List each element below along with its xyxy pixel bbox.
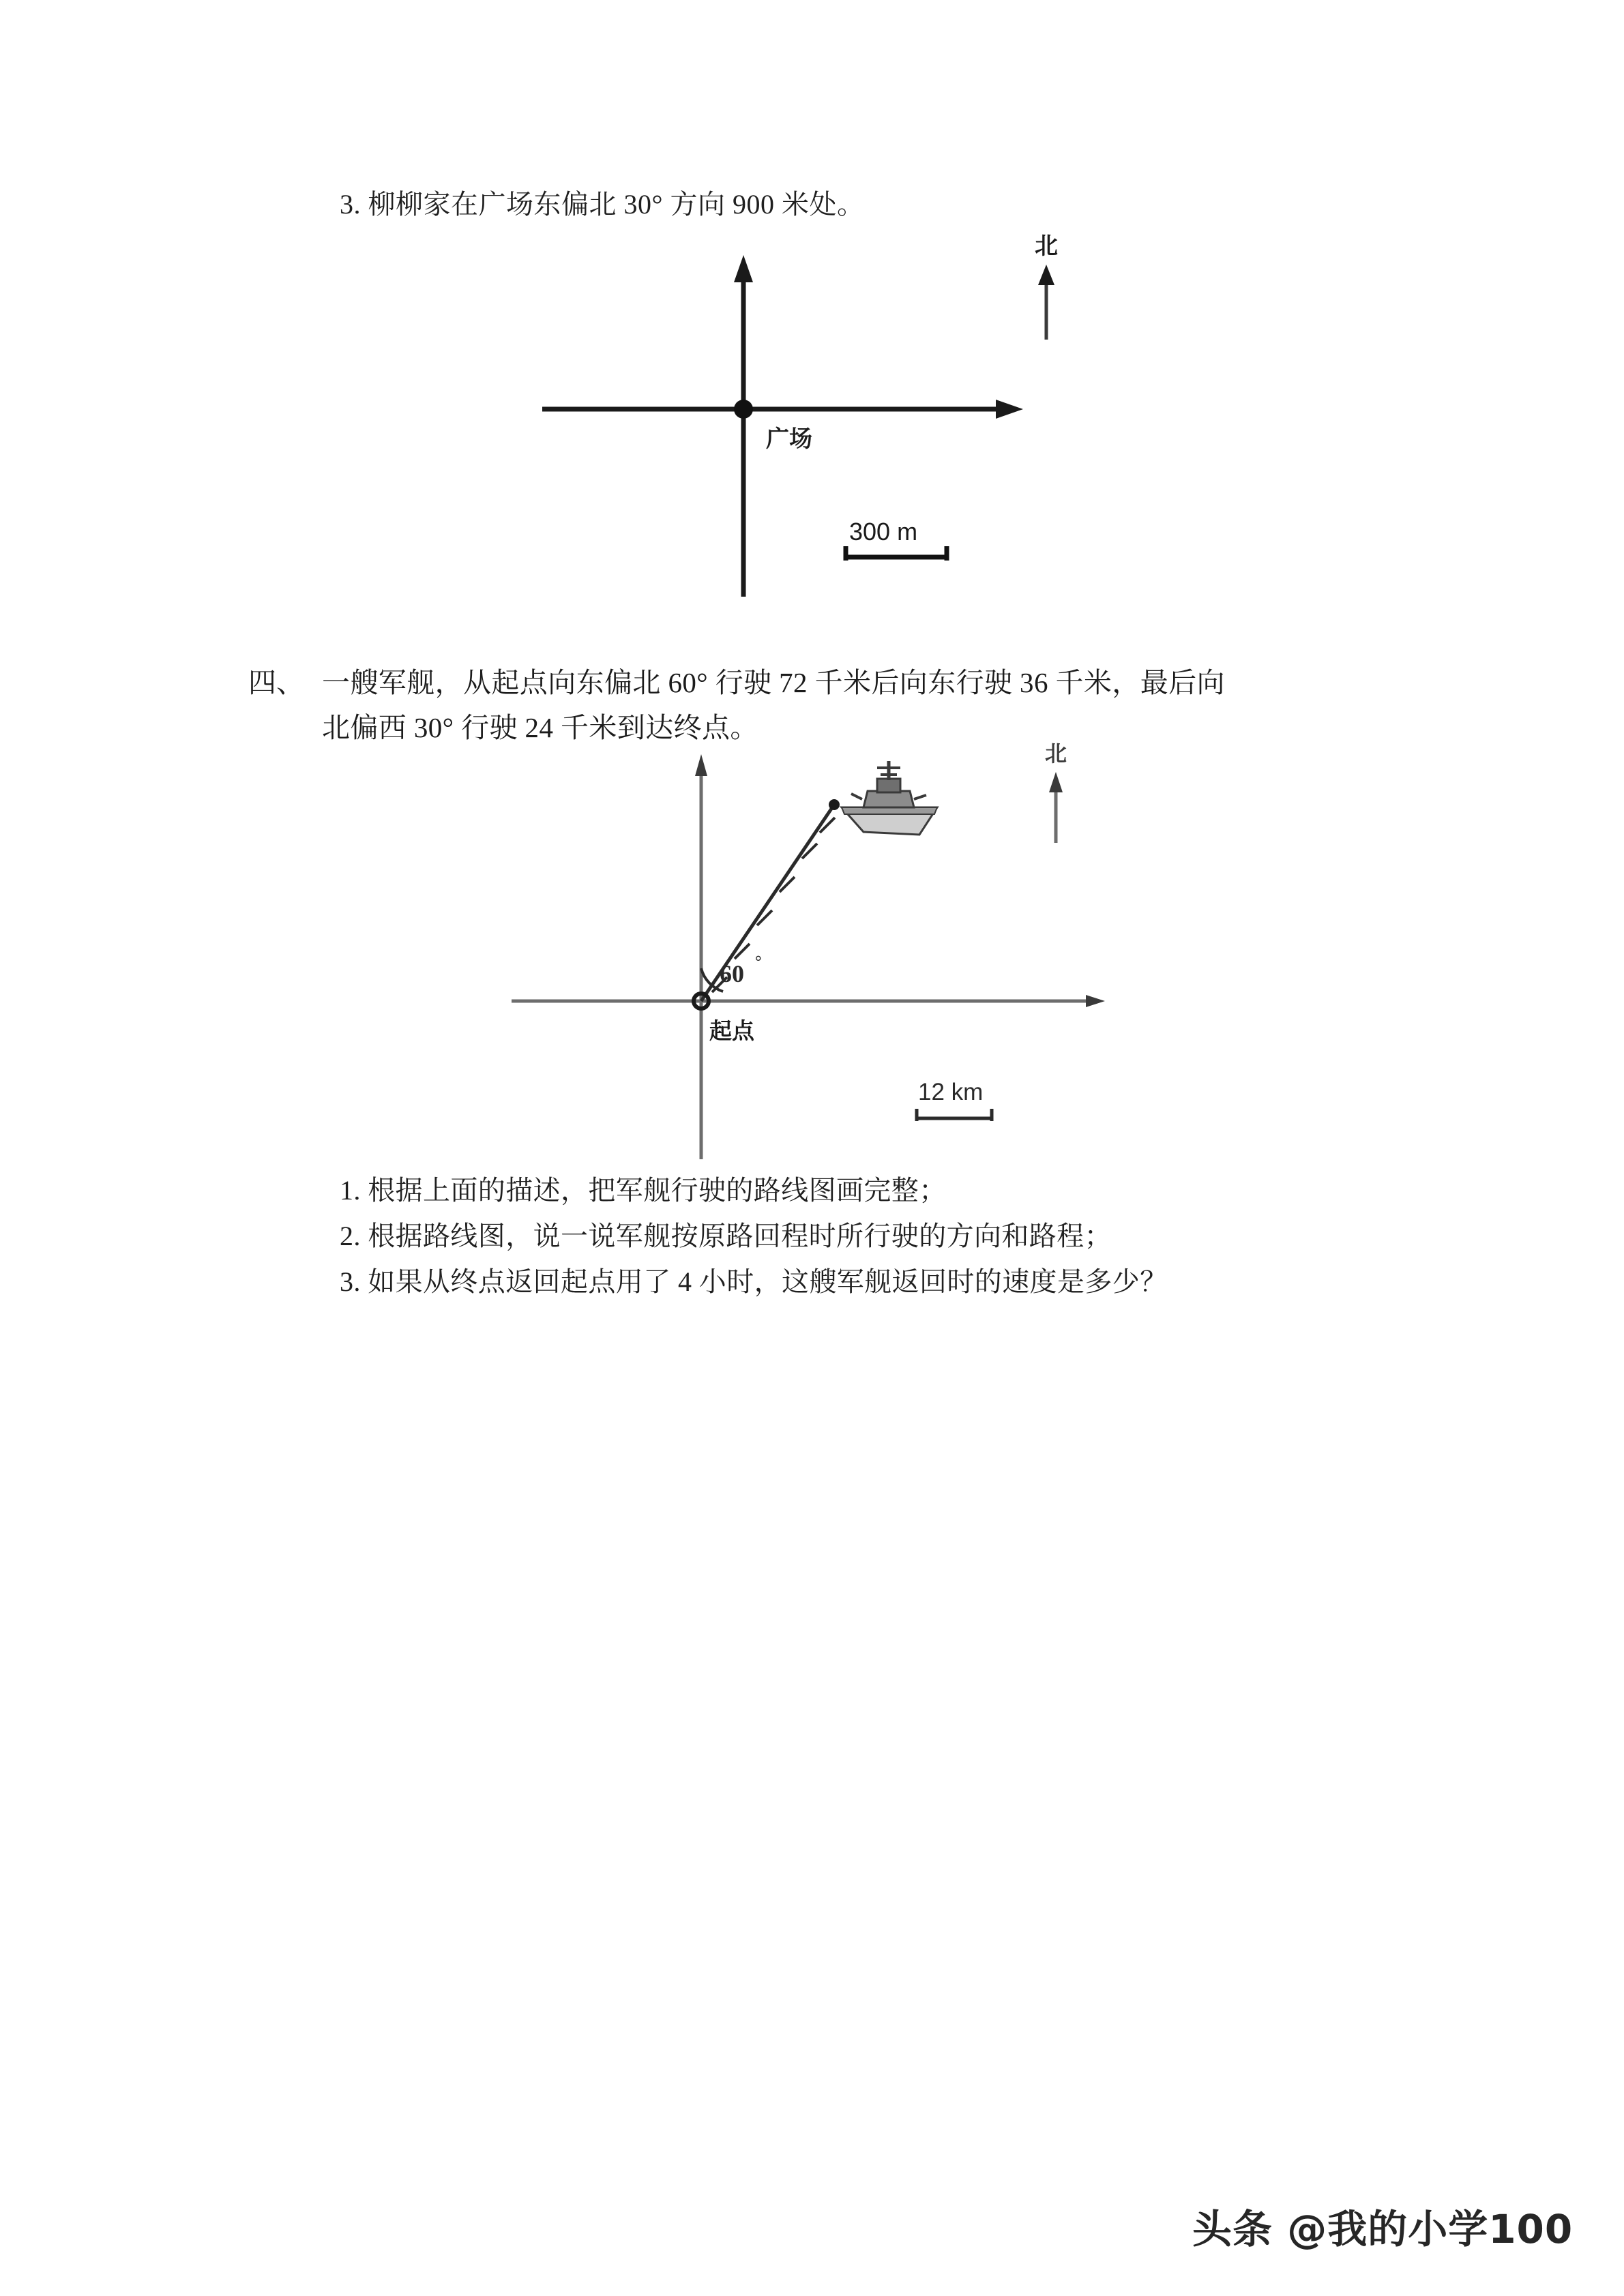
north-axis-arrowhead <box>734 255 753 282</box>
angle-degree-symbol: ° <box>755 953 762 971</box>
plaza-diagram-svg <box>505 225 1146 634</box>
angle-value-label: 60 <box>720 960 744 987</box>
sub-question-list <box>340 1167 1168 1305</box>
section-4-line-2: 北偏西 30° 行驶 24 千米到达终点。 <box>322 712 758 744</box>
north-axis-arrowhead <box>695 754 707 776</box>
sub-question-2: 2. 根据路线图，说一说军舰按原路回程时所行驶的方向和路程； <box>340 1221 1112 1252</box>
section-4-line-1: 一艘军舰，从起点向东偏北 60° 行驶 72 千米后向东行驶 36 千米，最后向 <box>322 667 1225 698</box>
section-4-marker: 四、 <box>248 667 304 698</box>
plaza-bearing-diagram <box>505 225 1146 634</box>
east-axis-arrowhead <box>996 400 1023 419</box>
warship-route-diagram <box>505 736 1160 1173</box>
route-leg-1-endpoint <box>829 799 840 810</box>
plaza-label: 广场 <box>766 427 812 452</box>
sub-question-3: 3. 如果从终点返回起点用了 4 小时，这艘军舰返回时的速度是多少？ <box>340 1266 1168 1298</box>
watermark-text: 头条 @我的小学100 <box>1192 2206 1574 2252</box>
east-axis-arrowhead <box>1086 995 1105 1007</box>
scale-label: 300 m <box>849 518 918 546</box>
north-arrow-head <box>1038 265 1054 285</box>
scale-label: 12 km <box>918 1079 984 1105</box>
origin-point <box>734 400 753 419</box>
question-3-text: 3. 柳柳家在广场东偏北 30° 方向 900 米处。 <box>340 189 865 220</box>
north-label: 北 <box>1044 741 1067 766</box>
north-arrow-head <box>1049 772 1063 792</box>
north-label: 北 <box>1035 234 1058 259</box>
warship-diagram-svg <box>505 736 1160 1173</box>
start-point-label: 起点 <box>709 1019 754 1044</box>
warship-icon <box>842 761 937 835</box>
sub-question-1: 1. 根据上面的描述，把军舰行驶的路线图画完整； <box>340 1175 947 1206</box>
